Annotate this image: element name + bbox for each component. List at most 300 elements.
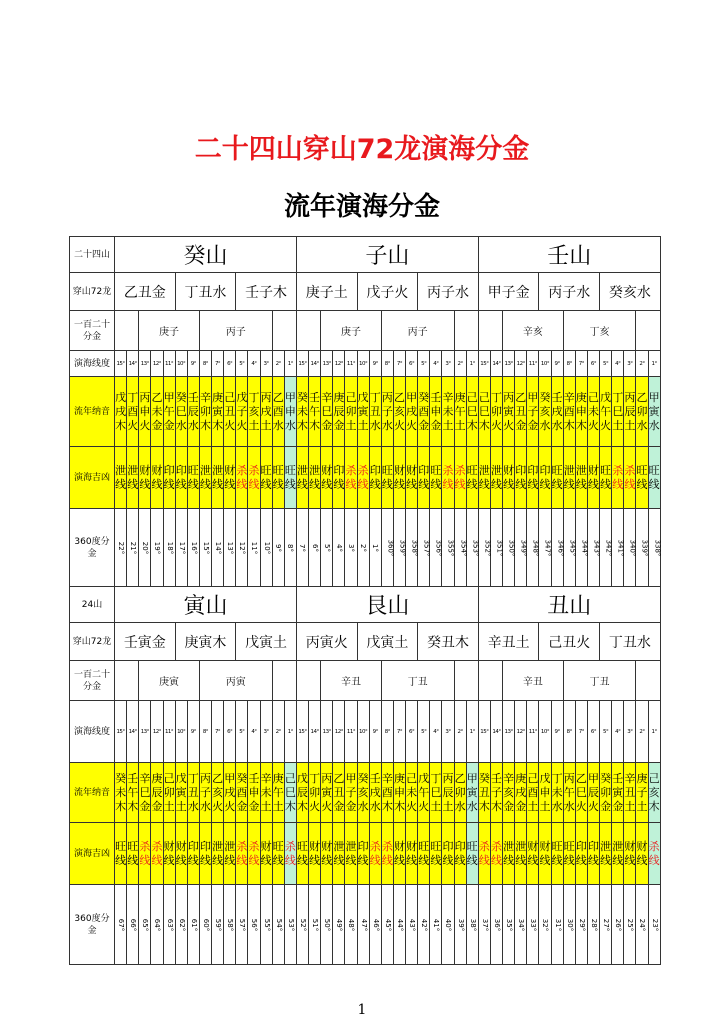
degree-cell: 14° [127,701,139,763]
jixiong-cell: 杀线 [236,447,248,509]
deg360-cell [503,509,515,587]
jixiong-cell: 财线 [587,447,599,509]
nayin-cell: 壬寅金 [612,763,624,823]
dragon-cell: 壬子木 [236,273,297,311]
deg360-value: 10° [262,541,271,554]
nayin-cell: 戊午火 [418,763,430,823]
deg360-cell [115,509,127,587]
deg360-cell [430,509,442,587]
fenjin-cell [296,311,320,351]
deg360-value: 43° [408,918,417,931]
deg360-value: 354° [458,539,467,556]
degree-cell: 11° [163,701,175,763]
degree-cell: 14° [490,351,502,377]
dragon-cell: 丙寅火 [296,623,357,661]
degree-cell: 13° [321,701,333,763]
deg360-cell [224,885,236,965]
degree-cell: 10° [175,701,187,763]
deg360-value: 40° [444,918,453,931]
dragon-row [70,273,661,311]
jixiong-cell: 旺线 [115,823,127,885]
jixiong-cell: 杀线 [357,447,369,509]
fenjin-cell: 丙寅 [199,661,272,701]
fenjin-cell: 丙子 [381,311,454,351]
deg360-value: 57° [238,918,247,931]
deg360-cell [600,509,612,587]
deg360-cell [648,885,660,965]
deg360-cell [272,885,284,965]
nayin-cell: 甲寅水 [466,763,478,823]
deg360-cell [624,885,636,965]
degree-cell: 6° [406,701,418,763]
deg360-value: 4° [334,543,343,552]
deg360-value: 50° [323,918,332,931]
nayin-cell: 丁亥土 [248,377,260,447]
nayin-cell: 己亥木 [648,763,660,823]
jixiong-cell: 财线 [321,447,333,509]
fenjin-table-1 [69,236,661,587]
nayin-cell: 庚辰金 [151,763,163,823]
deg360-cell [187,885,199,965]
nayin-cell: 癸酉金 [418,377,430,447]
nayin-cell: 癸亥水 [539,377,551,447]
deg360-cell [636,885,648,965]
nayin-cell: 甲寅水 [648,377,660,447]
jixiong-cell: 杀线 [442,447,454,509]
deg360-value: 47° [359,918,368,931]
deg360-cell [648,509,660,587]
nayin-cell: 甲戌火 [406,377,418,447]
jixiong-cell: 杀线 [248,447,260,509]
dragon-cell: 戊寅土 [236,623,297,661]
nayin-cell: 辛亥金 [503,763,515,823]
deg360-value: 67° [117,918,126,931]
mountain-cell: 壬山 [478,237,660,273]
deg360-cell [284,509,296,587]
deg360-cell [442,509,454,587]
deg360-cell [527,509,539,587]
deg360-cell [527,885,539,965]
deg360-cell [406,509,418,587]
deg360-value: 65° [141,918,150,931]
deg360-cell [430,885,442,965]
nayin-cell: 辛卯木 [199,377,211,447]
deg360-value: 24° [638,918,647,931]
deg360-value: 21° [129,541,138,554]
nayin-cell: 庚寅木 [212,377,224,447]
deg360-value: 353° [471,539,480,556]
deg360-cell [478,885,490,965]
deg360-value: 357° [422,539,431,556]
nayin-cell: 壬戌水 [551,377,563,447]
row-label-mountain: 24山 [70,587,115,623]
deg360-value: 61° [189,918,198,931]
degree-cell: 4° [430,351,442,377]
jixiong-cell: 泄线 [563,447,575,509]
nayin-cell: 辛酉木 [563,377,575,447]
dragon-cell: 丁丑水 [175,273,236,311]
nayin-row [70,377,661,447]
fenjin-row [70,311,661,351]
deg360-cell [418,885,430,965]
jixiong-cell: 旺线 [551,823,563,885]
dragon-cell: 己丑火 [539,623,600,661]
deg360-value: 37° [480,918,489,931]
jixiong-cell: 财线 [321,823,333,885]
nayin-cell: 丙子水 [381,377,393,447]
fenjin-cell [115,311,139,351]
deg360-cell [199,885,211,965]
deg360-cell [224,509,236,587]
deg360-value: 26° [614,918,623,931]
fenjin-cell: 丁亥 [563,311,636,351]
jixiong-cell: 财线 [393,447,405,509]
deg360-cell [333,509,345,587]
jixiong-cell: 财线 [175,823,187,885]
dragon-cell: 癸亥水 [600,273,661,311]
degree-cell: 14° [490,701,502,763]
jixiong-cell: 印线 [163,447,175,509]
deg360-cell [575,509,587,587]
deg360-cell [600,885,612,965]
nayin-cell: 甲子金 [345,763,357,823]
nayin-cell: 辛丑土 [624,763,636,823]
jixiong-cell: 杀线 [612,447,624,509]
degree-cell: 6° [587,701,599,763]
nayin-cell: 庚子土 [636,763,648,823]
nayin-cell: 癸巳水 [175,377,187,447]
deg360-value: 12° [238,541,247,554]
nayin-cell: 壬午木 [127,763,139,823]
deg360-cell [490,885,502,965]
deg360-value: 35° [505,918,514,931]
deg360-value: 1° [371,543,380,552]
nayin-cell: 丁卯火 [309,763,321,823]
deg360-cell [272,509,284,587]
degree-cell: 13° [503,351,515,377]
degree-cell: 8° [199,701,211,763]
nayin-cell: 壬辰水 [187,377,199,447]
jixiong-cell: 旺线 [296,823,308,885]
deg360-value: 15° [202,541,211,554]
degree-cell: 9° [551,701,563,763]
row-label-degree: 演海线度 [70,351,115,377]
jixiong-row [70,823,661,885]
degree-cell: 13° [139,701,151,763]
nayin-cell: 甲申水 [284,377,296,447]
nayin-cell: 甲辰火 [587,763,599,823]
degree-cell: 9° [369,351,381,377]
deg360-cell [369,885,381,965]
degree-cell: 3° [442,351,454,377]
nayin-cell: 癸酉金 [236,763,248,823]
deg360-cell [442,885,454,965]
jixiong-cell: 杀线 [624,447,636,509]
nayin-cell: 辛巳金 [321,377,333,447]
deg360-cell [357,885,369,965]
jixiong-cell: 旺线 [430,447,442,509]
degree-cell: 3° [442,701,454,763]
nayin-cell: 壬申金 [248,763,260,823]
deg360-value: 54° [274,918,283,931]
deg360-cell [139,885,151,965]
jixiong-cell: 旺线 [600,447,612,509]
deg360-cell [309,885,321,965]
degree-cell: 14° [309,701,321,763]
fenjin-cell: 庚子 [321,311,382,351]
nayin-cell: 戊午火 [600,377,612,447]
row-label-dragon: 穿山72龙 [70,623,115,661]
deg360-cell [212,509,224,587]
jixiong-cell: 财线 [539,823,551,885]
jixiong-cell: 杀线 [236,823,248,885]
deg360-value: 14° [214,541,223,554]
jixiong-cell: 印线 [333,447,345,509]
nayin-cell: 己巳木 [466,377,478,447]
deg360-cell [551,885,563,965]
deg360-value: 25° [626,918,635,931]
nayin-cell: 己巳木 [284,763,296,823]
nayin-cell: 丙戌土 [260,377,272,447]
nayin-cell: 庚申木 [575,377,587,447]
degree-cell: 1° [284,351,296,377]
deg360-value: 13° [226,541,235,554]
nayin-cell: 癸卯金 [600,763,612,823]
nayin-cell: 丁丑水 [187,763,199,823]
degree-cell: 11° [345,701,357,763]
jixiong-cell: 印线 [575,823,587,885]
jixiong-cell: 泄线 [333,823,345,885]
jixiong-cell: 旺线 [272,823,284,885]
degree-cell: 7° [212,351,224,377]
deg360-cell [296,509,308,587]
jixiong-cell: 泄线 [224,823,236,885]
nayin-cell: 癸亥水 [357,763,369,823]
deg360-value: 338° [652,539,661,556]
nayin-cell: 乙未金 [151,377,163,447]
row-label-fenjin: 一百二十分金 [70,661,115,701]
fenjin-row [70,661,661,701]
jixiong-cell: 泄线 [600,823,612,885]
degree-cell: 15° [296,351,308,377]
degree-cell: 10° [357,701,369,763]
deg360-cell [127,885,139,965]
nayin-cell: 丙辰土 [624,377,636,447]
nayin-cell: 乙丑金 [515,377,527,447]
jixiong-cell: 财线 [260,823,272,885]
degree-cell: 10° [357,351,369,377]
deg360-cell [466,885,478,965]
jixiong-cell: 泄线 [612,823,624,885]
nayin-cell: 甲戌火 [224,763,236,823]
fenjin-cell [478,661,502,701]
deg360-cell [624,509,636,587]
deg360-cell [515,885,527,965]
deg360-row [70,885,661,965]
deg360-cell [212,885,224,965]
nayin-cell: 庚午土 [272,763,284,823]
deg360-value: 30° [565,918,574,931]
degree-cell: 3° [260,701,272,763]
fenjin-cell: 丁丑 [563,661,636,701]
degree-cell: 7° [575,351,587,377]
deg360-cell [333,885,345,965]
deg360-value: 51° [311,918,320,931]
jixiong-cell: 旺线 [272,447,284,509]
dragon-cell: 辛丑土 [478,623,539,661]
deg360-value: 32° [541,918,550,931]
degree-cell: 5° [600,701,612,763]
degree-cell: 13° [503,701,515,763]
deg360-cell [236,885,248,965]
jixiong-cell: 杀线 [648,823,660,885]
jixiong-cell: 财线 [406,823,418,885]
jixiong-cell: 泄线 [115,447,127,509]
deg360-value: 66° [129,918,138,931]
fenjin-table-2 [69,586,661,965]
deg360-cell [563,509,575,587]
nayin-cell: 丁丑水 [369,377,381,447]
jixiong-cell: 印线 [527,447,539,509]
nayin-cell: 壬戌水 [369,763,381,823]
nayin-cell: 庚辰金 [333,377,345,447]
mountain-cell: 子山 [296,237,478,273]
nayin-cell: 己卯土 [345,377,357,447]
deg360-cell [539,509,551,587]
dragon-cell: 庚子土 [296,273,357,311]
deg360-cell [612,509,624,587]
degree-cell: 10° [175,351,187,377]
jixiong-cell: 泄线 [503,823,515,885]
deg360-value: 350° [507,539,516,556]
deg360-cell [151,885,163,965]
jixiong-cell: 印线 [175,447,187,509]
degree-cell: 5° [600,351,612,377]
deg360-value: 344° [580,539,589,556]
degree-cell: 15° [478,701,490,763]
jixiong-cell: 泄线 [212,447,224,509]
row-label-mountain: 二十四山 [70,237,115,273]
row-label-degree: 演海线度 [70,701,115,763]
degree-cell: 8° [563,701,575,763]
fenjin-cell [636,311,660,351]
deg360-cell [369,509,381,587]
fenjin-cell [454,661,478,701]
deg360-value: 23° [650,918,659,931]
deg360-value: 360° [386,539,395,556]
deg360-cell [478,509,490,587]
nayin-cell: 乙丑金 [333,763,345,823]
nayin-cell: 壬申金 [430,377,442,447]
deg360-cell [551,509,563,587]
degree-cell: 4° [612,351,624,377]
deg360-value: 28° [590,918,599,931]
degree-cell: 11° [527,701,539,763]
deg360-cell [163,509,175,587]
deg360-cell [575,885,587,965]
jixiong-cell: 旺线 [636,447,648,509]
mountain-cell: 丑山 [478,587,660,623]
degree-cell: 2° [454,351,466,377]
dragon-cell: 甲子金 [478,273,539,311]
deg360-cell [393,509,405,587]
degree-row [70,701,661,763]
jixiong-cell: 印线 [539,447,551,509]
deg360-value: 2° [359,543,368,552]
jixiong-cell: 泄线 [296,447,308,509]
page-title: 二十四山穿山72龙演海分金 [194,134,530,165]
deg360-cell [393,885,405,965]
fenjin-cell: 丙子 [199,311,272,351]
degree-cell: 14° [127,351,139,377]
degree-cell: 6° [587,351,599,377]
deg360-cell [248,509,260,587]
fenjin-cell [636,661,660,701]
degree-cell: 1° [648,351,660,377]
nayin-cell: 己酉土 [527,763,539,823]
nayin-cell: 戊辰木 [296,763,308,823]
deg360-value: 22° [117,541,126,554]
degree-cell: 12° [151,351,163,377]
deg360-value: 3° [346,543,355,552]
jixiong-cell: 财线 [406,447,418,509]
deg360-value: 356° [434,539,443,556]
nayin-cell: 壬午木 [309,377,321,447]
jixiong-cell: 旺线 [127,823,139,885]
deg360-value: 355° [446,539,455,556]
nayin-cell: 己未火 [587,377,599,447]
nayin-row [70,763,661,823]
nayin-cell: 丁巳土 [430,763,442,823]
jixiong-cell: 泄线 [309,447,321,509]
deg360-value: 343° [592,539,601,556]
deg360-cell [503,885,515,965]
jixiong-cell: 杀线 [478,823,490,885]
deg360-cell [321,509,333,587]
deg360-cell [175,509,187,587]
jixiong-cell: 印线 [418,447,430,509]
fenjin-cell: 丁丑 [381,661,454,701]
deg360-cell [454,509,466,587]
deg360-cell [418,509,430,587]
deg360-cell [490,509,502,587]
jixiong-cell: 印线 [199,823,211,885]
nayin-cell: 庚午土 [454,377,466,447]
deg360-cell [199,509,211,587]
degree-cell: 2° [636,351,648,377]
degree-cell: 1° [466,701,478,763]
jixiong-cell: 旺线 [466,447,478,509]
deg360-cell [248,885,260,965]
degree-cell: 5° [236,701,248,763]
deg360-value: 358° [410,539,419,556]
dragon-row [70,623,661,661]
degree-cell: 1° [466,351,478,377]
degree-cell: 6° [224,701,236,763]
degree-cell: 9° [187,351,199,377]
nayin-cell: 戊申土 [539,763,551,823]
deg360-value: 63° [165,918,174,931]
degree-cell: 5° [236,351,248,377]
deg360-value: 6° [310,543,319,552]
deg360-cell [127,509,139,587]
nayin-cell: 丙子水 [199,763,211,823]
degree-cell: 7° [393,701,405,763]
deg360-value: 18° [165,541,174,554]
jixiong-cell: 旺线 [430,823,442,885]
jixiong-cell: 财线 [527,823,539,885]
dragon-cell: 丁丑水 [600,623,661,661]
